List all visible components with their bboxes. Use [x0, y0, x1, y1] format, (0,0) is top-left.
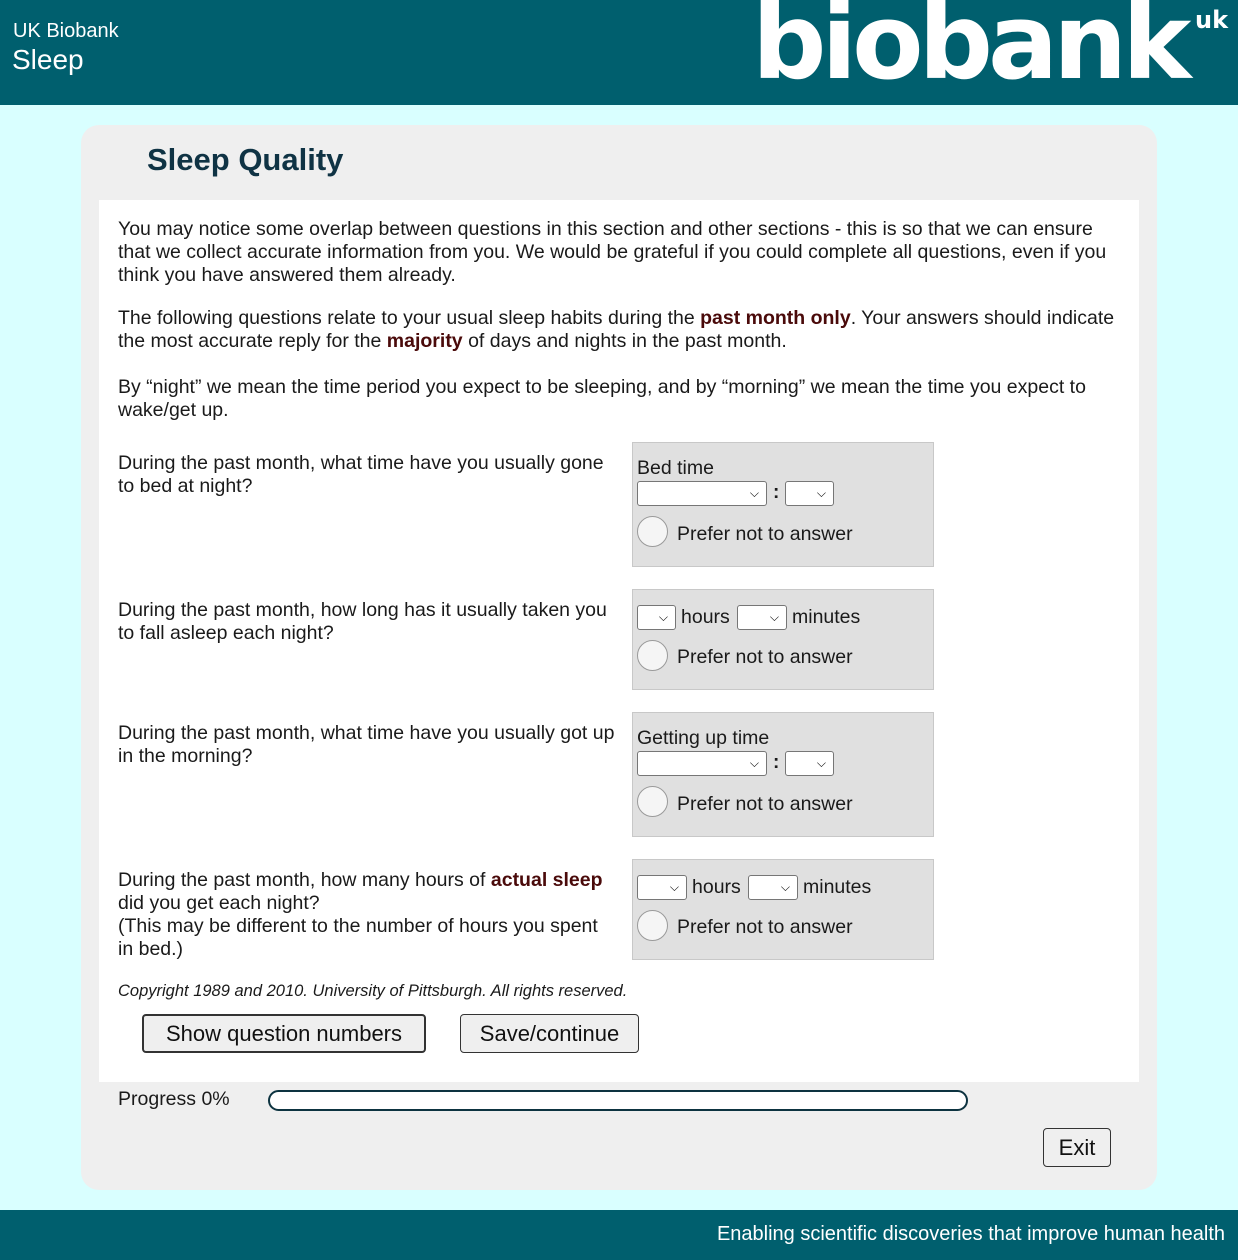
bed-time-prefer-not-radio[interactable] — [637, 516, 668, 547]
question-bed-time-text: During the past month, what time have you usually gone to bed at night? — [118, 452, 604, 497]
footer-tagline: Enabling scientific discoveries that improve human health — [716, 1223, 1225, 1245]
biobank-logo-uk: uk — [1195, 6, 1229, 34]
actual-sleep-minutes-label: minutes — [803, 876, 872, 898]
chevron-down-icon: ⌵ — [658, 610, 668, 624]
chevron-down-icon: ⌵ — [816, 486, 826, 500]
bed-time-hour-select[interactable] — [637, 481, 767, 506]
bed-time-minute-select[interactable] — [785, 481, 834, 506]
header-bar — [0, 0, 1238, 105]
chevron-down-icon: ⌵ — [669, 880, 679, 894]
fall-asleep-minutes-select[interactable] — [737, 605, 787, 630]
section-name: Sleep — [12, 44, 84, 75]
actual-sleep-minutes-select[interactable] — [748, 875, 798, 900]
time-separator: : — [773, 482, 780, 503]
time-separator: : — [773, 752, 780, 773]
biobank-logo: biobank — [752, 0, 1187, 103]
fall-asleep-answer-box — [632, 589, 934, 690]
intro-past-month-text: The following questions relate to your usual sleep habits during the past month only. Your answers should indicate the most accurate reply for the majority of days and nights in the past month. — [118, 307, 1115, 352]
chevron-down-icon: ⌵ — [780, 880, 790, 894]
page-title: Sleep Quality — [147, 142, 344, 177]
fall-asleep-prefer-not-label[interactable]: Prefer not to answer — [677, 646, 853, 668]
bed-time-label: Bed time — [637, 457, 714, 479]
getting-up-hour-select[interactable] — [637, 751, 767, 776]
bed-time-answer-box — [632, 442, 934, 567]
actual-sleep-prefer-not-label[interactable]: Prefer not to answer — [677, 916, 853, 938]
actual-sleep-prefer-not-radio[interactable] — [637, 910, 668, 941]
intro-night-definition: By “night” we mean the time period you expect to be sleeping, and by “morning” we mean the time you expect to wake/get up. — [118, 376, 1086, 421]
getting-up-prefer-not-label[interactable]: Prefer not to answer — [677, 793, 853, 815]
fall-asleep-hours-label: hours — [681, 606, 730, 628]
chevron-down-icon: ⌵ — [769, 610, 779, 624]
actual-sleep-hours-label: hours — [692, 876, 741, 898]
fall-asleep-prefer-not-radio[interactable] — [637, 640, 668, 671]
question-getting-up-text: During the past month, what time have you usually got up in the morning? — [118, 722, 615, 767]
getting-up-prefer-not-radio[interactable] — [637, 786, 668, 817]
progress-label: Progress 0% — [118, 1088, 230, 1110]
exit-button[interactable]: Exit — [1043, 1128, 1111, 1167]
bed-time-prefer-not-label[interactable]: Prefer not to answer — [677, 523, 853, 545]
save-continue-button[interactable]: Save/continue — [460, 1014, 639, 1053]
question-fall-asleep-text: During the past month, how long has it usually taken you to fall asleep each night? — [118, 599, 607, 644]
actual-sleep-answer-box — [632, 859, 934, 960]
progress-bar — [268, 1090, 968, 1111]
getting-up-answer-box — [632, 712, 934, 837]
chevron-down-icon: ⌵ — [749, 486, 759, 500]
question-actual-sleep-text: During the past month, how many hours of actual sleep did you get each night? (This may be different to the number of hours you spent in bed.) — [118, 869, 603, 960]
chevron-down-icon: ⌵ — [816, 756, 826, 770]
chevron-down-icon: ⌵ — [749, 756, 759, 770]
show-question-numbers-button[interactable]: Show question numbers — [142, 1014, 426, 1053]
intro-overlap-text: You may notice some overlap between questions in this section and other sections - this is so that we can ensure that we collect accurate information from you. We would be grateful if you could complete all questions, even if you think you have answered them already. — [118, 218, 1107, 286]
fall-asleep-hours-select[interactable] — [637, 605, 676, 630]
fall-asleep-minutes-label: minutes — [792, 606, 861, 628]
copyright-notice: Copyright 1989 and 2010. University of Pittsburgh. All rights reserved. — [118, 982, 628, 1000]
getting-up-minute-select[interactable] — [785, 751, 834, 776]
actual-sleep-hours-select[interactable] — [637, 875, 687, 900]
org-name: UK Biobank — [13, 20, 119, 42]
getting-up-label: Getting up time — [637, 727, 770, 749]
footer-bar — [0, 1210, 1238, 1260]
